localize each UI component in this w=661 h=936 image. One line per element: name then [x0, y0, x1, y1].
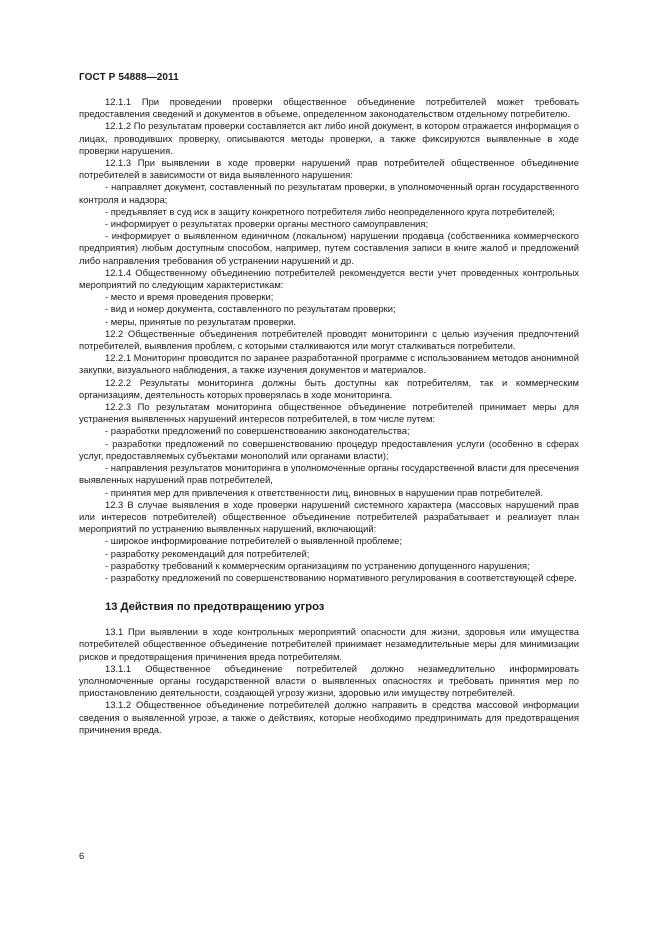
- paragraph: - предъявляет в суд иск в защиту конкретного потребителя либо неопределенного круга потребителей;: [105, 205, 555, 217]
- paragraph: 13.1.2 Общественное объединение потребителей должно направить в средства массовой информации сведения о выявленной угрозе, а также о действиях, которые необходимо предпринимать для предотвращения причинения вреда.: [79, 699, 579, 735]
- section-13-title: 13 Действия по предотвращению угроз: [105, 601, 325, 614]
- paragraph: - широкое информирование потребителей о выявленной проблеме;: [105, 535, 402, 547]
- section-12-text: [79, 96, 579, 584]
- paragraph: - информирует о выявленном единичном (локальном) нарушении продавца (собственника коммерческого предприятия) любым доступным способом, например, путем составления записи в книге жалоб и предложений либо направления требования об устранении нарушений и др.: [79, 230, 579, 266]
- paragraph: - разработку рекомендаций для потребителей;: [105, 547, 310, 559]
- paragraph: - разработки предложений по совершенствованию законодательства;: [105, 425, 410, 437]
- paragraph: - меры, принятые по результатам проверки.: [105, 315, 296, 327]
- paragraph: 13.1.1 Общественное объединение потребителей должно незамедлительно информировать уполномоченные органы государственной власти о выявленных опасностях и требовать принятия мер по приостановлению деятельности, создающей угрозу жизни, здоровью или имуществу потребителей.: [79, 662, 579, 699]
- paragraph: 12.1.3 При выявлении в ходе проверки нарушений прав потребителей общественное объединение потребителей в зависимости от вида выявленного нарушения:: [79, 157, 579, 181]
- paragraph: 12.2.2 Результаты мониторинга должны быть доступны как потребителям, так и коммерческим организациям, деятельность которых проверялась в ходе мониторинга.: [79, 376, 579, 400]
- paragraph: 12.2.3 По результатам мониторинга общественное объединение потребителей принимает меры для устранения выявленных нарушений интересов потребителей, в том числе путем:: [79, 401, 579, 425]
- paragraph: 12.1.2 По результатам проверки составляется акт либо иной документ, в котором отражается информация о лицах, проводивших проверку, описываются методы проверки, а также фиксируются выявленные в ходе проверки нарушения.: [79, 120, 579, 156]
- paragraph: 12.3 В случае выявления в ходе проверки нарушений системного характера (массовых нарушений прав или интересов потребителей) общественное объединение потребителей разрабатывает и реализует план мероприятий по устранению выявленных нарушений, включающий:: [79, 498, 579, 535]
- section-13-text: [79, 626, 579, 736]
- page-number: 6: [79, 850, 85, 861]
- document-header: ГОСТ Р 54888—2011: [79, 72, 179, 83]
- document-body: [79, 96, 579, 736]
- paragraph: - информирует о результатах проверки органы местного самоуправления;: [105, 218, 429, 230]
- paragraph: - разработку предложений по совершенствованию нормативного регулирования в соответствующей сфере.: [105, 571, 577, 583]
- paragraph: 12.1.1 При проведении проверки общественное объединение потребителей может требовать предоставления сведений и документов в объеме, определенном законодательством отдельному потребителю.: [79, 96, 579, 120]
- paragraph: - вид и номер документа, составленного по результатам проверки;: [105, 303, 396, 315]
- paragraph: - направляет документ, составленный по результатам проверки, в уполномоченный орган государственного контроля и надзора;: [79, 181, 579, 205]
- paragraph: 12.2.1 Мониторинг проводится по заранее разработанной программе с использованием методов анонимной закупки, визуального наблюдения, а также изучения документов и материалов.: [79, 352, 579, 376]
- paragraph: - место и время проведения проверки;: [105, 291, 274, 303]
- paragraph: - принятия мер для привлечения к ответственности лиц, виновных в нарушении прав потребителей.: [105, 486, 543, 498]
- paragraph: 12.2 Общественные объединения потребителей проводят мониторинги с целью изучения предпочтений потребителей, выявления проблем, с которыми сталкиваются или могут сталкиваться потребители.: [79, 327, 579, 352]
- paragraph: - направления результатов мониторинга в уполномоченные органы государственной власти для пресечения выявленных нарушений прав потребителей,: [79, 462, 579, 486]
- paragraph: 12.1.4 Общественному объединению потребителей рекомендуется вести учет проведенных контрольных мероприятий по следующим характеристикам:: [79, 266, 579, 291]
- paragraph: 13.1 При выявлении в ходе контрольных мероприятий опасности для жизни, здоровья или имущества потребителей общественное объединение потребителей принимает незамедлительные меры для минимизации рисков и предотвращения причинения вреда потребителям.: [79, 626, 579, 662]
- paragraph: - разработку требований к коммерческим организациям по устранению допущенного нарушения;: [105, 559, 530, 571]
- paragraph: - разработки предложений по совершенствованию процедур предоставления услуги (особенно в сферах услуг, предоставляемых субъектами монополий или органами власти);: [79, 437, 579, 461]
